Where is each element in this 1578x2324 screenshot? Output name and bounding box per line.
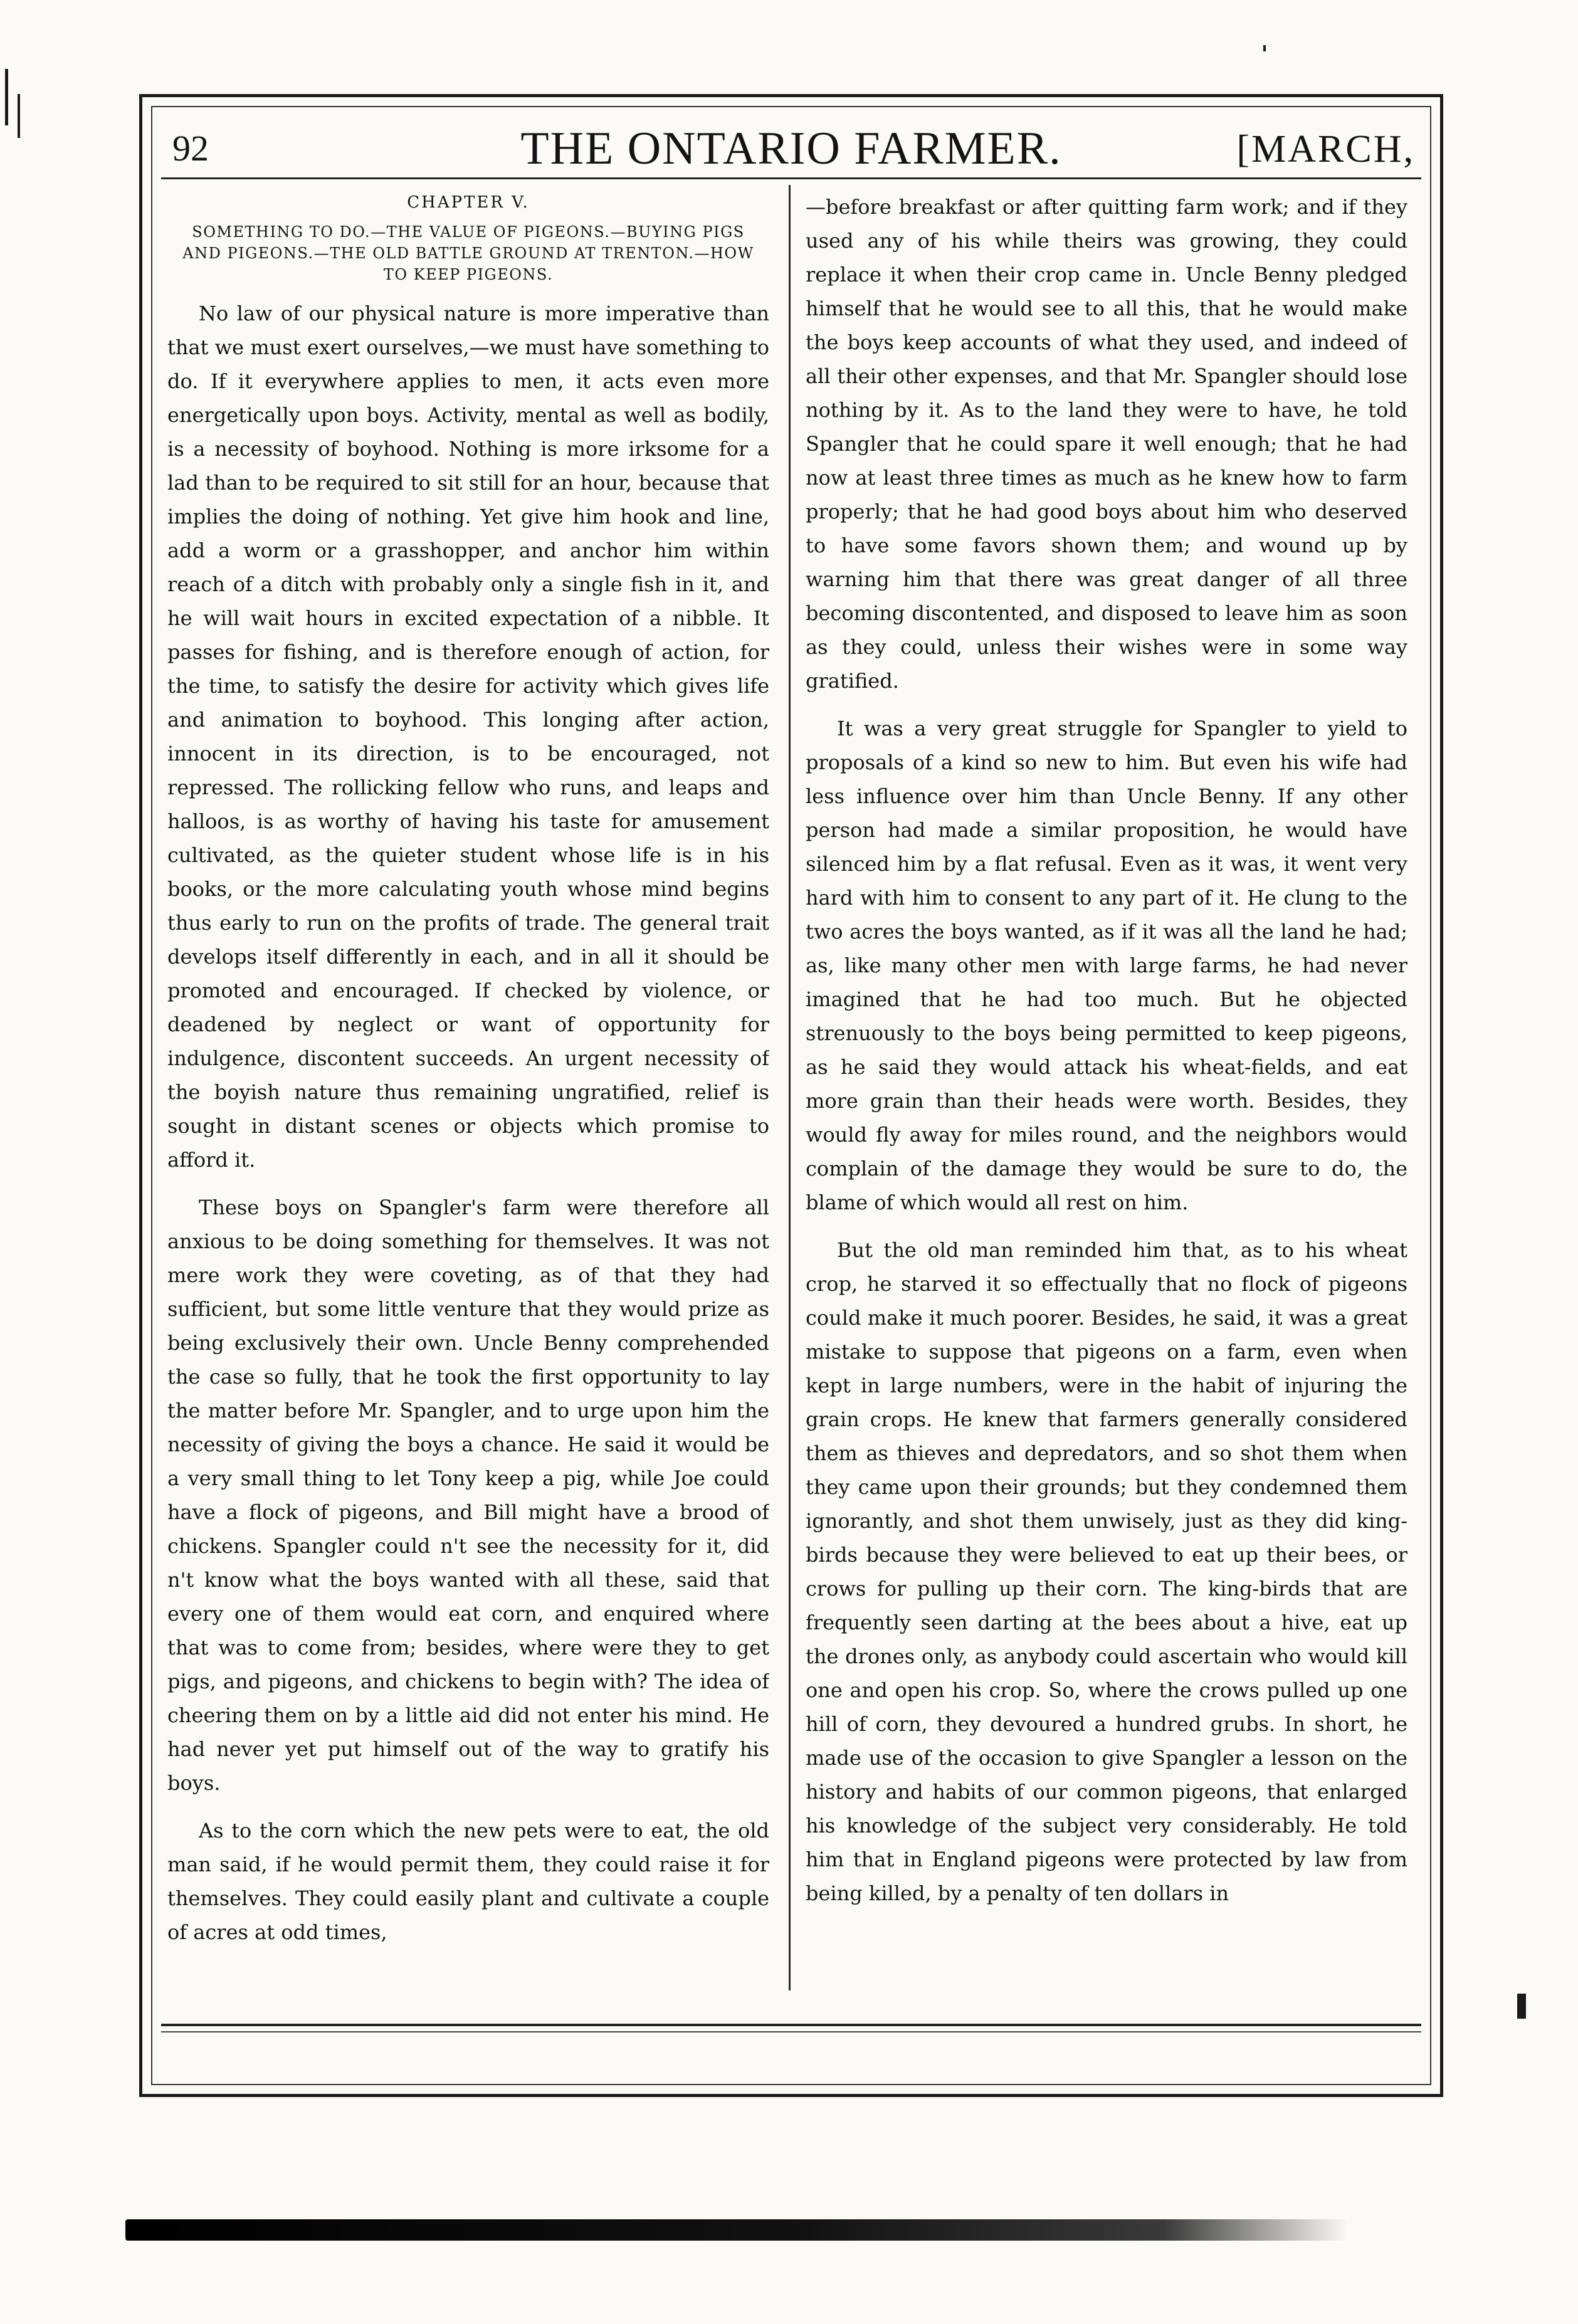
scan-smudge [125,2219,1348,2241]
article-paragraph: As to the corn which the new pets were to eat, the old man said, if he would permit them, they could raise it for themselves. They could easily plant and cultivate a couple of acres at odd times, [167,1819,769,1944]
left-column [167,190,769,1983]
footer-rule-thin [161,2031,1421,2032]
article-paragraph: These boys on Spangler's farm were therefore all anxious to be doing something for themselves. It was not mere work they were coveting, as of that they had sufficient, but some little venture that they would prize as being exclusively their own. Uncle Benny comprehended the case so fully, that he took the first opportunity to lay the matter before Mr. Spangler, and to urge upon him the necessity of giving the boys a chance. He said it would be a very small thing to let Tony keep a pig, while Joe could have a flock of pigeons, and Bill might have a brood of chickens. Spangler could n't see the necessity for it, did n't know what the boys wanted with all these, said that every one of them would eat corn, and enquired where that was to come from; besides, where were they to get pigs, and pigeons, and chickens to begin with? The idea of cheering them on by a little aid did not enter his mind. He had never yet put himself out of the way to gratify his boys. [167,1196,769,1795]
article-paragraph: No law of our physical nature is more imperative than that we must exert ourselves,—we must have something to do. If it everywhere applies to men, it acts even more energetically upon boys. Activity, mental as well as bodily, is a necessity of boyhood. Nothing is more irksome for a lad than to be required to sit still for an hour, because that implies the doing of nothing. Yet give him hook and line, add a worm or a grasshopper, and anchor him within reach of a ditch with probably only a single fish in it, and he will wait hours in excited expectation of a nibble. It passes for fishing, and is therefore enough of action, for the time, to satisfy the desire for activity which gives life and animation to boyhood. This longing after action, innocent in its direction, is to be encouraged, not repressed. The rollicking fellow who runs, and leaps and halloos, is as worthy of having his taste for amusement cultivated, as the quieter student whose life is in his books, or the more calculating youth whose mind begins thus early to run on the profits of trade. The general trait develops itself differently in each, and in all it should be promoted and encouraged. If checked by violence, or deadened by neglect or want of opportunity for indulgence, discontent succeeds. An urgent necessity of the boyish nature thus remaining ungratified, relief is sought in distant scenes or objects which promise to afford it. [167,302,769,1172]
chapter-summary: SOMETHING TO DO.—THE VALUE OF PIGEONS.—BUYING PIGS AND PIGEONS.—THE OLD BATTLE GROUND AT TRENTON.—HOW TO KEEP PIGEONS. [182,223,754,283]
margin-speck-right [1517,1994,1526,2019]
footer-rule [161,2024,1421,2026]
issue-month: [MARCH, [1236,128,1415,171]
right-column [806,190,1407,1983]
page-frame [139,94,1443,2097]
chapter-title: CHAPTER V. [407,193,530,212]
column-divider [789,185,791,1990]
article-paragraph: It was a very great struggle for Spangler to yield to proposals of a kind so new to him. But even his wife had less influence over him than Uncle Benny. If any other person had made a similar proposition, he would have silenced him by a flat refusal. Even as it was, it went very hard with him to consent to any part of it. He clung to the two acres the boys wanted, as if it was all the land he had; as, like many other men with large farms, he had never imagined that he had too much. But he objected strenuously to the boys being permitted to keep pigeons, as he said they would attack his wheat-fields, and eat more grain than their heads were worth. Besides, they would fly away for miles round, and the neighbors would complain of the damage they would be sure to do, the blame of which would all rest on him. [806,717,1407,1214]
header-rule [161,177,1421,179]
page-header [161,122,1421,172]
page-number: 92 [172,128,209,169]
margin-mark-left [5,69,8,125]
article-paragraph-continued: —before breakfast or after quitting farm work; and if they used any of his while theirs was growing, they could replace it when their crop came in. Uncle Benny pledged himself that he would see to all this, that he would make the boys keep accounts of what they used, and indeed of all their other expenses, and that Mr. Spangler should lose nothing by it. As to the land they were to have, he told Spangler that he could spare it well enough; that he had now at least three times as much as he knew how to farm properly; that he had good boys about him who deserved to have some favors shown them; and wound up by warning him that there was great danger of all three becoming discontented, and disposed to leave him as soon as they could, unless their wishes were in some way gratified. [806,195,1407,693]
margin-speck [1263,45,1266,51]
margin-mark-left-lower [18,94,20,138]
masthead-title: THE ONTARIO FARMER. [520,123,1062,174]
article-paragraph: But the old man reminded him that, as to his wheat crop, he starved it so effectually that no flock of pigeons could make it much poorer. Besides, he said, it was a great mistake to suppose that pigeons on a farm, even when kept in large numbers, were in the habit of injuring the grain crops. He knew that farmers generally considered them as thieves and depredators, and so shot them when they came upon their grounds; but they condemned them ignorantly, and shot them unwisely, just as they did king-birds because they were believed to eat up their bees, or crows for pulling up their corn. The king-birds that are frequently seen darting at the bees about a hive, eat up the drones only, as anybody could ascertain who would kill one and open his crop. So, where the crows pulled up one hill of corn, they devoured a hundred grubs. In short, he made use of the occasion to give Spangler a lesson on the history and habits of our common pigeons, that enlarged his knowledge of the subject very considerably. He told him that in England pigeons were protected by law from being killed, by a penalty of ten dollars in [806,1238,1407,1905]
